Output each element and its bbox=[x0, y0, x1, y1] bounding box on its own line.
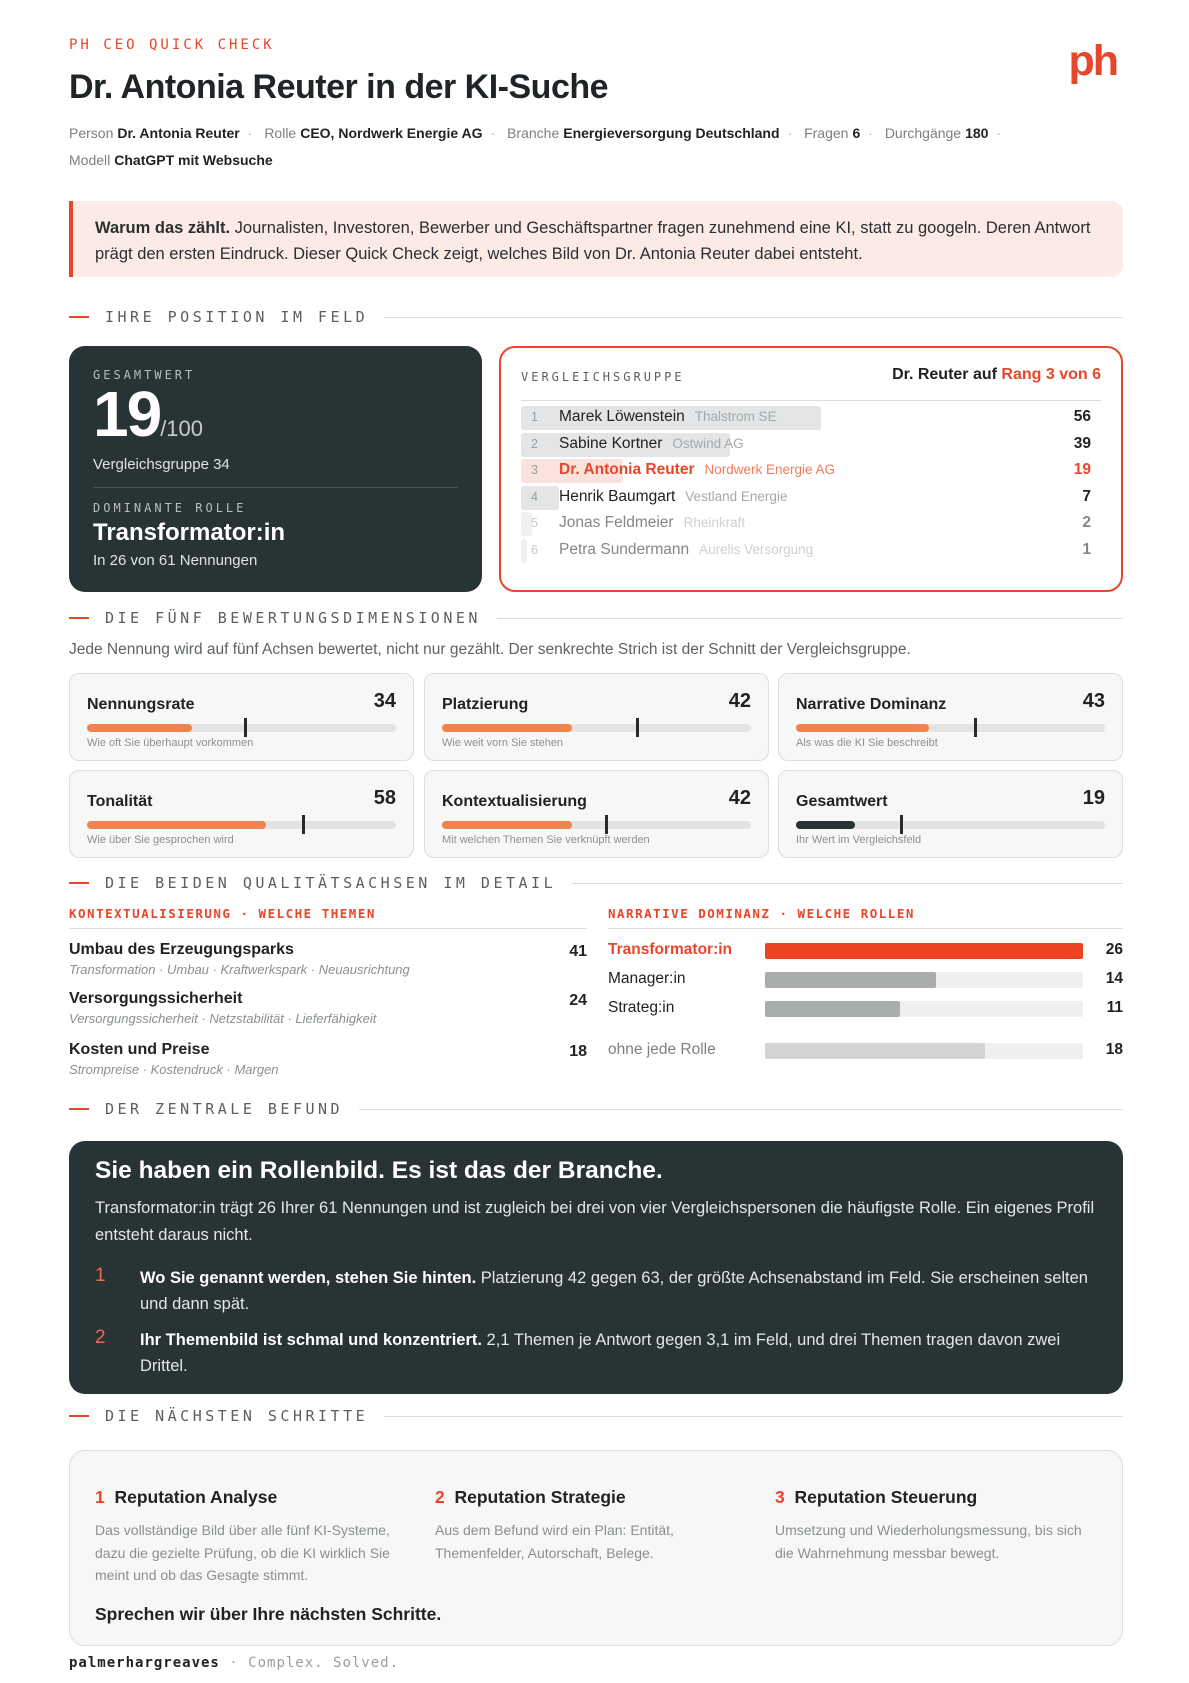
dimension-name: Platzierung bbox=[442, 696, 529, 713]
group-row-name: Marek Löwenstein Thalstrom SE bbox=[559, 408, 777, 425]
why-text: Journalisten, Investoren, Bewerber und Geschäftspartner fragen zunehmend eine KI, statt zu googeln. Deren Antwort prägt den ersten Eindruck. Dieser Quick Check zeigt, welches Bild von Dr. Antonia Reuter dabei entsteht. bbox=[95, 219, 1091, 263]
role-name: Manager:in bbox=[608, 970, 686, 987]
group-caption: VERGLEICHSGRUPPE bbox=[521, 370, 685, 384]
group-row-value: 56 bbox=[1073, 408, 1091, 425]
finding-text: Transformator:in trägt 26 Ihrer 61 Nennungen und ist zugleich bei drei von vier Vergleichspersonen die häufigste Rolle. Ein eigenes Profil entsteht daraus nicht. bbox=[95, 1199, 1095, 1244]
score-max: /100 bbox=[160, 416, 204, 441]
dimension-card bbox=[69, 770, 414, 858]
group-row-name: Jonas Feldmeier Rheinkraft bbox=[559, 514, 746, 531]
group-rank: Dr. Reuter auf Rang 3 von 6 bbox=[892, 366, 1101, 383]
dimension-track bbox=[796, 724, 1105, 732]
section-axes: DIE BEIDEN QUALITÄTSACHSEN IM DETAIL bbox=[69, 874, 1123, 892]
theme-tags: Transformation · Umbau · Kraftwerkspark · Neuausrichtung bbox=[69, 962, 410, 977]
group-row-value: 2 bbox=[1082, 514, 1091, 531]
group-row-company: Thalstrom SE bbox=[694, 409, 777, 424]
role-track bbox=[765, 1043, 1083, 1059]
theme-tags: Versorgungssicherheit · Netzstabilität · Lieferfähigkeit bbox=[69, 1011, 377, 1026]
dimension-track bbox=[87, 821, 396, 829]
role-bar bbox=[765, 943, 1083, 959]
role-row bbox=[608, 940, 1123, 962]
group-row-company: Vestland Energie bbox=[685, 488, 788, 504]
dimension-description: Mit welchen Themen Sie verknüpft werden bbox=[442, 834, 650, 846]
roles-title: NARRATIVE DOMINANZ · WELCHE ROLLEN bbox=[608, 906, 915, 921]
next-steps-card bbox=[69, 1450, 1123, 1646]
dimension-card bbox=[778, 770, 1123, 858]
theme-item bbox=[69, 1041, 587, 1077]
dimension-description: Wie oft Sie überhaupt vorkommen bbox=[87, 737, 254, 749]
score-group: Vergleichsgruppe 34 bbox=[93, 456, 230, 473]
dimension-track bbox=[796, 821, 1105, 829]
group-average-marker bbox=[605, 815, 608, 834]
meta-model: Modell ChatGPT mit Websuche bbox=[69, 152, 273, 168]
step-strategie: 2 Reputation Strategie Aus dem Befund wird ein Plan: Entität, Themenfelder, Autorschaft, Belege. bbox=[435, 1487, 674, 1561]
group-row-value: 39 bbox=[1073, 434, 1091, 452]
dimension-track bbox=[442, 724, 751, 732]
central-finding-card bbox=[69, 1141, 1123, 1394]
role-track bbox=[765, 943, 1083, 959]
role-row bbox=[608, 969, 1123, 991]
group-row-company: Aurelis Versorgung bbox=[699, 541, 814, 557]
group-row-company: Ostwind AG bbox=[672, 435, 744, 451]
step-steuerung: 3 Reputation Steuerung Umsetzung und Wiederholungsmessung, bis sich die Wahrnehmung messbar bewegt. bbox=[775, 1487, 1082, 1561]
role-caption: DOMINANTE ROLLE bbox=[93, 501, 247, 515]
dimension-name: Nennungsrate bbox=[87, 696, 195, 713]
group-average-marker bbox=[636, 718, 639, 737]
meta-questions: Fragen 6 bbox=[804, 125, 861, 141]
dimension-description: Als was die KI Sie beschreibt bbox=[796, 737, 938, 749]
role-name: Strateg:in bbox=[608, 999, 675, 1016]
group-row bbox=[521, 486, 1101, 510]
theme-item bbox=[69, 990, 587, 1026]
footer: palmerhargreaves · Complex. Solved. bbox=[69, 1655, 400, 1671]
why-it-matters-callout bbox=[69, 201, 1123, 277]
score-value-wrap bbox=[93, 378, 204, 450]
dimension-value: 34 bbox=[373, 690, 396, 712]
theme-name: Kosten und Preise bbox=[69, 1041, 210, 1058]
group-row bbox=[521, 539, 1101, 563]
why-lead: Warum das zählt. bbox=[95, 219, 231, 237]
group-row-value: 19 bbox=[1073, 461, 1091, 478]
group-row-rank: 4 bbox=[531, 489, 538, 504]
group-row-rank: 2 bbox=[531, 436, 538, 451]
dimension-description: Wie weit vorn Sie stehen bbox=[442, 737, 564, 749]
footer-claim: Complex. Solved. bbox=[248, 1655, 400, 1671]
group-row bbox=[521, 406, 1101, 430]
group-row-rank: 1 bbox=[531, 410, 538, 424]
group-row bbox=[521, 459, 1101, 483]
meta-industry: Branche Energieversorgung Deutschland bbox=[507, 125, 780, 141]
dimension-fill bbox=[442, 821, 572, 829]
dimension-card bbox=[778, 673, 1123, 761]
meta-line: Person Dr. Antonia Reuter · Rolle CEO, Nordwerk Energie AG · Branche Energieversorgung Deutschland · Fragen 6 · Durchgänge 180 · Modell ChatGPT mit Websuche bbox=[69, 125, 1002, 168]
role-value: 11 bbox=[1106, 999, 1123, 1016]
score-caption: GESAMTWERT bbox=[93, 368, 196, 382]
dimension-name: Narrative Dominanz bbox=[796, 696, 947, 713]
dimension-name: Gesamtwert bbox=[796, 793, 888, 810]
dimension-value: 42 bbox=[728, 690, 751, 712]
footer-brand: palmerhargreaves bbox=[69, 1655, 220, 1671]
group-average-marker bbox=[244, 718, 247, 737]
dimension-track bbox=[87, 724, 396, 732]
dimension-card bbox=[424, 770, 769, 858]
group-row-rank: 5 bbox=[531, 516, 538, 530]
role-track bbox=[765, 1001, 1083, 1017]
score-value: 19 bbox=[93, 378, 161, 450]
section-finding: DER ZENTRALE BEFUND bbox=[69, 1100, 1123, 1118]
group-row-value: 1 bbox=[1082, 540, 1091, 558]
section-next-steps: DIE NÄCHSTEN SCHRITTE bbox=[69, 1407, 1123, 1425]
role-row bbox=[608, 998, 1123, 1020]
dimension-name: Tonalität bbox=[87, 793, 153, 810]
theme-name: Umbau des Erzeugungsparks bbox=[69, 941, 294, 958]
dimension-value: 43 bbox=[1082, 690, 1105, 712]
dimension-track bbox=[442, 821, 751, 829]
finding-point-1: 1 Wo Sie genannt werden, stehen Sie hinten. Platzierung 42 gegen 63, der größte Achsenabstand im Feld. Sie erscheinen selten und dann spät. bbox=[95, 1265, 1088, 1313]
theme-value: 41 bbox=[569, 943, 587, 960]
role-sub: In 26 von 61 Nennungen bbox=[93, 552, 258, 569]
group-row-name: Petra Sundermann Aurelis Versorgung bbox=[559, 540, 814, 558]
group-row-name: Sabine Kortner Ostwind AG bbox=[559, 434, 744, 452]
dimension-card bbox=[424, 673, 769, 761]
dimension-card bbox=[69, 673, 414, 761]
dimension-description: Wie über Sie gesprochen wird bbox=[87, 834, 234, 846]
group-row-bar bbox=[521, 486, 559, 510]
group-row-company: Rheinkraft bbox=[683, 515, 746, 530]
dominant-role: Transformator:in bbox=[93, 519, 286, 546]
role-name: ohne jede Rolle bbox=[608, 1041, 716, 1058]
section-position: IHRE POSITION IM FELD bbox=[69, 308, 1123, 326]
group-row bbox=[521, 512, 1101, 536]
theme-value: 18 bbox=[569, 1043, 587, 1060]
dimension-description: Ihr Wert im Vergleichsfeld bbox=[796, 834, 922, 846]
group-row-name: Dr. Antonia Reuter Nordwerk Energie AG bbox=[559, 461, 836, 478]
role-track bbox=[765, 972, 1083, 988]
dimension-fill bbox=[442, 724, 572, 732]
group-row-bar bbox=[521, 539, 527, 563]
dimension-value: 42 bbox=[728, 787, 751, 809]
group-average-marker bbox=[302, 815, 305, 834]
theme-item bbox=[69, 941, 587, 977]
meta-role: Rolle CEO, Nordwerk Energie AG bbox=[264, 125, 483, 141]
role-value: 14 bbox=[1105, 970, 1123, 987]
theme-tags: Strompreise · Kostendruck · Margen bbox=[69, 1062, 279, 1077]
finding-point-2: 2 Ihr Themenbild ist schmal und konzentriert. 2,1 Themen je Antwort gegen 3,1 im Feld, und drei Themen tragen davon zwei Drittel. bbox=[95, 1327, 1061, 1375]
dimension-fill bbox=[87, 724, 192, 732]
theme-name: Versorgungssicherheit bbox=[69, 990, 243, 1007]
page-title: Dr. Antonia Reuter in der KI-Suche bbox=[69, 68, 609, 106]
role-bar bbox=[765, 1001, 900, 1017]
role-value: 18 bbox=[1105, 1041, 1123, 1058]
group-row-name: Henrik Baumgart Vestland Energie bbox=[559, 487, 788, 505]
themes-title: KONTEXTUALISIERUNG · WELCHE THEMEN bbox=[69, 906, 376, 921]
meta-person: Person Dr. Antonia Reuter bbox=[69, 125, 240, 141]
dimension-fill bbox=[87, 821, 266, 829]
overall-score-card bbox=[69, 346, 482, 592]
cta-text[interactable]: Sprechen wir über Ihre nächsten Schritte. bbox=[95, 1604, 442, 1624]
meta-runs: Durchgänge 180 bbox=[884, 125, 989, 141]
role-name: Transformator:in bbox=[608, 941, 733, 958]
dimension-name: Kontextualisierung bbox=[442, 793, 587, 810]
finding-headline: Sie haben ein Rollenbild. Es ist das der Branche. bbox=[95, 1157, 663, 1184]
group-row-rank: 3 bbox=[531, 463, 538, 477]
comparison-group-card bbox=[499, 346, 1123, 592]
dimension-value: 58 bbox=[373, 787, 396, 809]
report-eyebrow: PH CEO QUICK CHECK bbox=[69, 37, 275, 53]
group-row-value: 7 bbox=[1082, 487, 1091, 505]
dimension-value: 19 bbox=[1082, 787, 1105, 809]
group-row-rank: 6 bbox=[531, 542, 538, 557]
dimension-fill bbox=[796, 724, 929, 732]
role-value: 26 bbox=[1105, 941, 1123, 958]
group-average-marker bbox=[974, 718, 977, 737]
role-bar bbox=[765, 972, 936, 988]
group-row-company: Nordwerk Energie AG bbox=[704, 462, 836, 477]
role-bar bbox=[765, 1043, 985, 1059]
dimension-fill bbox=[796, 821, 855, 829]
dimensions-intro: Jede Nennung wird auf fünf Achsen bewertet, nicht nur gezählt. Der senkrechte Strich ist der Schnitt der Vergleichsgruppe. bbox=[69, 641, 911, 658]
section-dimensions: DIE FÜNF BEWERTUNGSDIMENSIONEN bbox=[69, 609, 1123, 627]
step-analyse: 1 Reputation Analyse Das vollständige Bild über alle fünf KI-Systeme, dazu die gezielte Prüfung, ob die KI wirklich Sie meint und ob das Gesagte stimmt. bbox=[95, 1487, 390, 1583]
group-average-marker bbox=[900, 815, 903, 834]
ph-logo: ph bbox=[1068, 37, 1117, 85]
group-row bbox=[521, 433, 1101, 457]
role-row bbox=[608, 1040, 1123, 1062]
theme-value: 24 bbox=[569, 992, 587, 1009]
